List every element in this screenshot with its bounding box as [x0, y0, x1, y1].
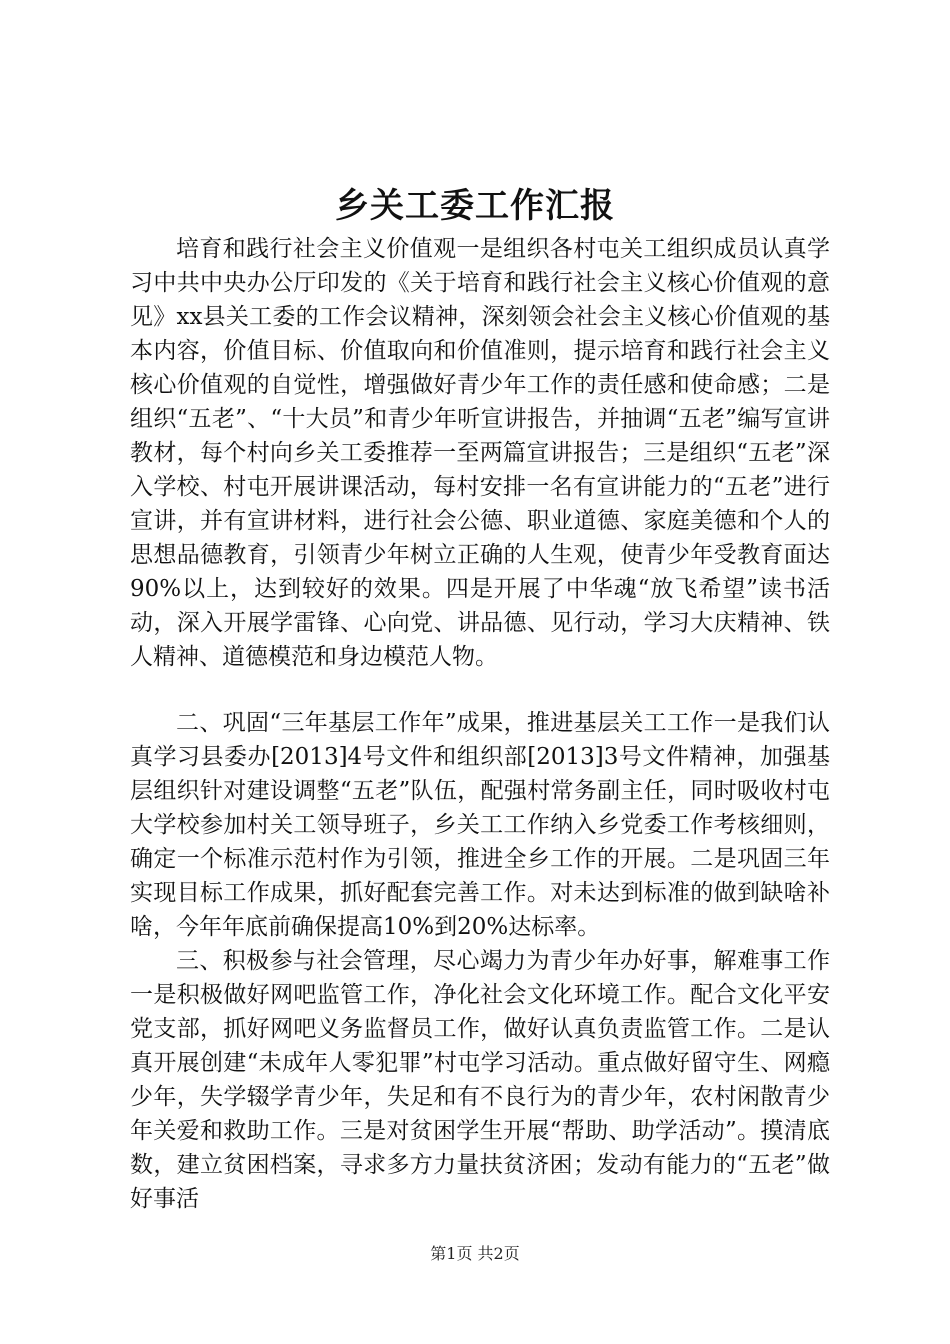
- paragraph-spacer: [130, 674, 830, 706]
- paragraph-1: 培育和践行社会主义价值观一是组织各村屯关工组织成员认真学习中共中央办公厅印发的《关于培育和践行社会主义核心价值观的意见》xx县关工委的工作会议精神，深刻领会社会主义核心价值观的基本内容，价值目标、价值取向和价值准则，提示培育和践行社会主义核心价值观的自觉性，增强做好青少年工作的责任感和使命感；二是组织“五老”、“十大员”和青少年听宣讲报告，并抽调“五老”编写宣讲教材，每个村向乡关工委推荐一至两篇宣讲报告；三是组织“五老”深入学校、村屯开展讲课活动，每村安排一名有宣讲能力的“五老”进行宣讲，并有宣讲材料，进行社会公德、职业道德、家庭美德和个人的思想品德教育，引领青少年树立正确的人生观，使青少年受教育面达90%以上，达到较好的效果。四是开展了中华魂“放飞希望”读书活动，深入开展学雷锋、心向党、讲品德、见行动，学习大庆精神、铁人精神、道德模范和身边模范人物。: [130, 236, 830, 670]
- paragraph-2: 二、巩固“三年基层工作年”成果，推进基层关工工作一是我们认真学习县委办[2013]4号文件和组织部[2013]3号文件精神，加强基层组织针对建设调整“五老”队伍，配强村常务副主任，同时吸收村屯大学校参加村关工领导班子，乡关工工作纳入乡党委工作考核细则，确定一个标准示范村作为引领，推进全乡工作的开展。二是巩固三年实现目标工作成果，抓好配套完善工作。对未达到标准的做到缺啥补啥，今年年底前确保提高10%到20%达标率。: [130, 710, 830, 940]
- document-body: [130, 232, 830, 1216]
- page-number: 第1页 共2页: [430, 1244, 520, 1263]
- document-title: 乡关工委工作汇报: [335, 186, 615, 226]
- paragraph-3: 三、积极参与社会管理，尽心竭力为青少年办好事，解难事工作一是积极做好网吧监管工作，净化社会文化环境工作。配合文化平安党支部，抓好网吧义务监督员工作，做好认真负责监管工作。二是认真开展创建“未成年人零犯罪”村屯学习活动。重点做好留守生、网瘾少年，失学辍学青少年，失足和有不良行为的青少年，农村闲散青少年关爱和救助工作。三是对贫困学生开展“帮助、助学活动”。摸清底数，建立贫困档案，寻求多方力量扶贫济困；发动有能力的“五老”做好事活: [130, 948, 830, 1212]
